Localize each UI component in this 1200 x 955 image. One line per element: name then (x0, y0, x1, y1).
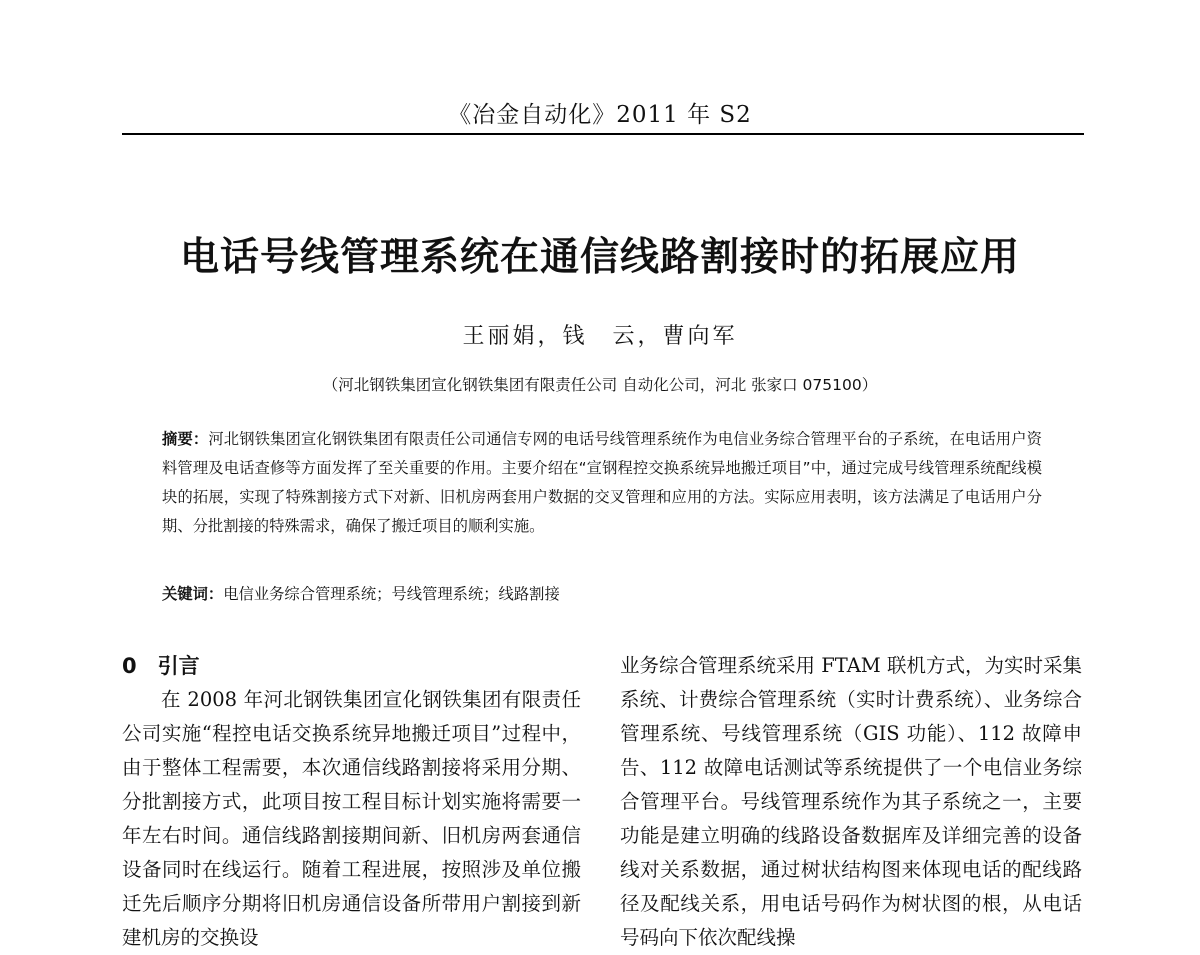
abstract-text: 河北钢铁集团宣化钢铁集团有限责任公司通信专网的电话号线管理系统作为电信业务综合管理平台的子系统，在电话用户资料管理及电话查修等方面发挥了至关重要的作用。主要介绍在“宣钢程控交换系统异地搬迁项目”中，通过完成号线管理系统配线模块的拓展，实现了特殊割接方式下对新、旧机房两套用户数据的交叉管理和应用的方法。实际应用表明，该方法满足了电话用户分期、分批割接的特殊需求，确保了搬迁项目的顺利实施。 (162, 430, 1042, 535)
keywords-label: 关键词： (162, 585, 224, 603)
abstract-label: 摘要： (162, 430, 209, 448)
header-rule (122, 133, 1084, 135)
body-paragraph: 在 2008 年河北钢铁集团宣化钢铁集团有限责任公司实施“程控电话交换系统异地搬迁项目”过程中，由于整体工程需要，本次通信线路割接将采用分期、分批割接方式，此项目按工程目标计划实施将需要一年左右时间。通信线路割接期间新、旧机房两套通信设备同时在线运行。随着工程进展，按照涉及单位搬迁先后顺序分期将旧机房通信设备所带用户割接到新建机房的交换设 (122, 688, 581, 949)
journal-header: 《冶金自动化》2011 年 S2 (448, 102, 752, 128)
section-heading: 0 引言 (122, 654, 200, 678)
body-paragraph: 业务综合管理系统采用 FTAM 联机方式，为实时采集系统、计费综合管理系统（实时计费系统）、业务综合管理系统、号线管理系统（GIS 功能）、112 故障申告、112 故障电话测试等系统提供了一个电信业务综合管理平台。号线管理系统作为其子系统之一，主要功能是建立明确的线路设备数据库及详细完善的设备线对关系数据，通过树状结构图来体现电话的配线路径及配线关系，用电话号码作为树状图的根，从电话号码向下依次配线操 (620, 654, 1082, 949)
affiliation: （河北钢铁集团宣化钢铁集团有限责任公司 自动化公司，河北 张家口 075100） (322, 376, 878, 394)
left-column (122, 649, 581, 955)
right-column (620, 649, 1082, 955)
abstract (162, 425, 1042, 541)
keywords (162, 580, 1042, 609)
keywords-text: 电信业务综合管理系统；号线管理系统；线路割接 (223, 585, 560, 603)
paper-title: 电话号线管理系统在通信线路割接时的拓展应用 (179, 235, 1020, 280)
authors: 王丽娟，钱 云，曹向军 (462, 324, 738, 349)
